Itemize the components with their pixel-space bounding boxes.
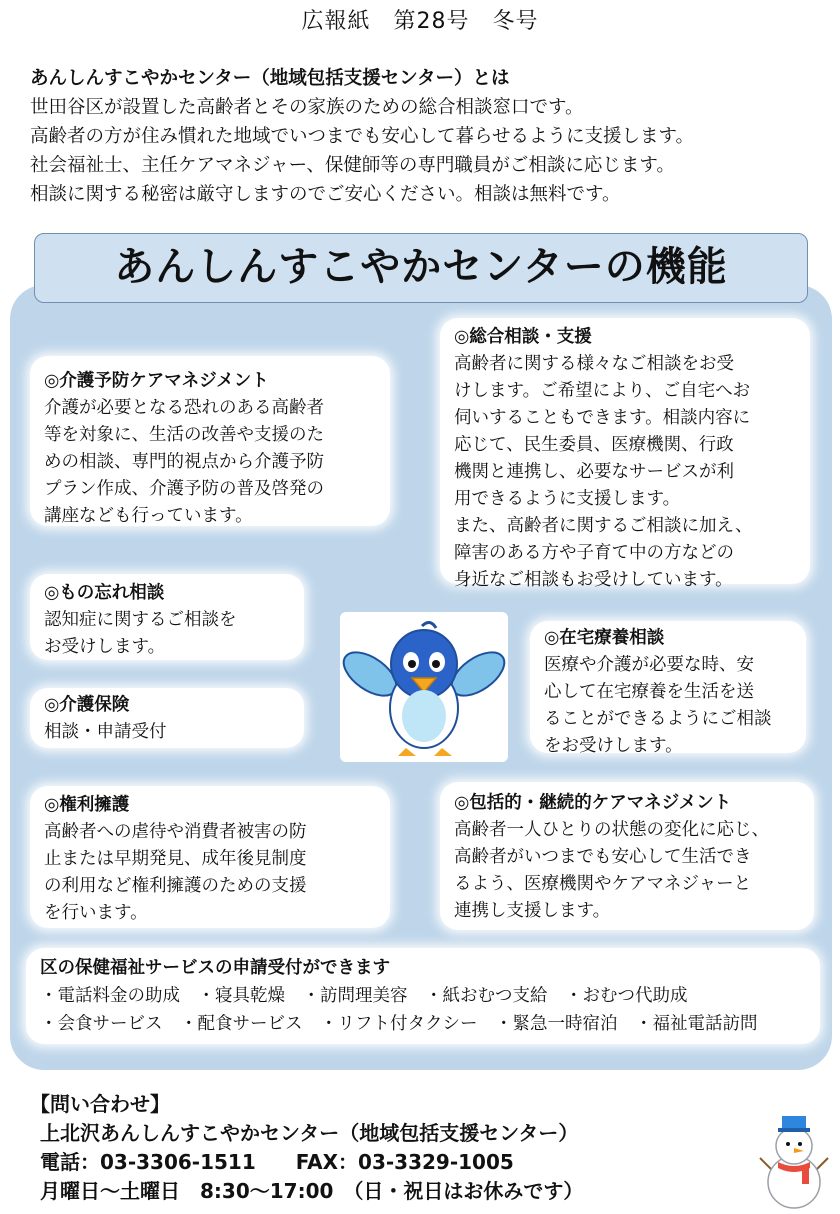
intro-line: 相談に関する秘密は厳守しますのでご安心ください。相談は無料です。 xyxy=(30,184,621,205)
card-care-prevention xyxy=(30,356,390,526)
card-rights-advocacy xyxy=(30,786,390,928)
contact-phone-fax: 電話：03-3306-1511 FAX：03-3329-1005 xyxy=(40,1150,514,1174)
card-text: 高齢者に関する様々なご相談をお受 けします。ご希望により、ご自宅へお 伺いすることもできます。相談内容に 応じて、民生委員、医療機関、行政 機関と連携し、必要なサービスが利 用できるように支援します。 また、高齢者に関するご相談に加え、 障害のある方や子育て中の方などの 身近なご相談もお受けしています。 xyxy=(454,354,753,590)
card-title: 区の保健福祉サービスの申請受付ができます xyxy=(40,958,390,978)
card-text: 高齢者への虐待や消費者被害の防 止または早期発見、成年後見制度 の利用など権利擁護のための支援 を行います。 xyxy=(44,822,307,923)
card-text: 相談・申請受付 xyxy=(44,722,167,742)
card-general-consultation xyxy=(440,318,810,590)
issue-title: 広報紙 第28号 冬号 xyxy=(301,9,539,34)
intro-section xyxy=(30,64,830,209)
contact-heading: 【問い合わせ】 xyxy=(30,1092,170,1116)
card-care-insurance xyxy=(30,688,304,748)
card-title: ◎もの忘れ相談 xyxy=(44,583,165,603)
card-text: 医療や介護が必要な時、安 心して在宅療養を生活を送 ることができるようにご相談 をお受けします。 xyxy=(544,655,772,756)
contact-section xyxy=(30,1090,583,1206)
center-name: 上北沢あんしんすこやかセンター（地域包括支援センター） xyxy=(40,1121,579,1145)
intro-line: 社会福祉士、主任ケアマネジャー、保健師等の専門職員がご相談に応じます。 xyxy=(30,155,675,176)
card-home-care xyxy=(530,621,806,756)
card-title: ◎総合相談・支援 xyxy=(454,327,592,347)
snowman-icon xyxy=(752,1110,836,1210)
card-continuous-care xyxy=(440,782,814,930)
intro-line: 世田谷区が設置した高齢者とその家族のための総合相談窓口です。 xyxy=(30,97,584,118)
card-title: ◎介護保険 xyxy=(44,695,130,715)
intro-lead: あんしんすこやかセンター（地域包括支援センター）とは xyxy=(30,68,510,89)
card-title: ◎介護予防ケアマネジメント xyxy=(44,371,269,391)
functions-banner xyxy=(34,233,808,303)
card-text: ・電話料金の助成 ・寝具乾燥 ・訪問理美容 ・紙おむつ支給 ・おむつ代助成 ・会食サービス ・配食サービス ・リフト付タクシー ・緊急一時宿泊 ・福祉電話訪問 xyxy=(40,986,758,1034)
card-welfare-services xyxy=(26,948,820,1044)
blue-bird-mascot-icon xyxy=(340,612,508,762)
card-title: ◎権利擁護 xyxy=(44,795,130,815)
intro-line: 高齢者の方が住み慣れた地域でいつまでも安心して暮らせるように支援します。 xyxy=(30,126,694,147)
card-title: ◎包括的・継続的ケアマネジメント xyxy=(454,793,732,813)
card-memory-consultation xyxy=(30,574,304,660)
card-text: 介護が必要となる恐れのある高齢者 等を対象に、生活の改善や支援のた めの相談、専門的視点から介護予防 プラン作成、介護予防の普及啓発の 講座なども行っています。 xyxy=(44,398,324,526)
card-text: 高齢者一人ひとりの状態の変化に応じ、 高齢者がいつまでも安心して生活でき るよう、医療機関やケアマネジャーと 連携し支援します。 xyxy=(454,820,769,921)
business-hours: 月曜日～土曜日 8:30～17:00 （日・祝日はお休みです） xyxy=(40,1179,584,1203)
banner-title: あんしんすこやかセンターの機能 xyxy=(114,244,728,290)
card-title: ◎在宅療養相談 xyxy=(544,628,665,648)
card-text: 認知症に関するご相談を お受けします。 xyxy=(44,610,237,657)
